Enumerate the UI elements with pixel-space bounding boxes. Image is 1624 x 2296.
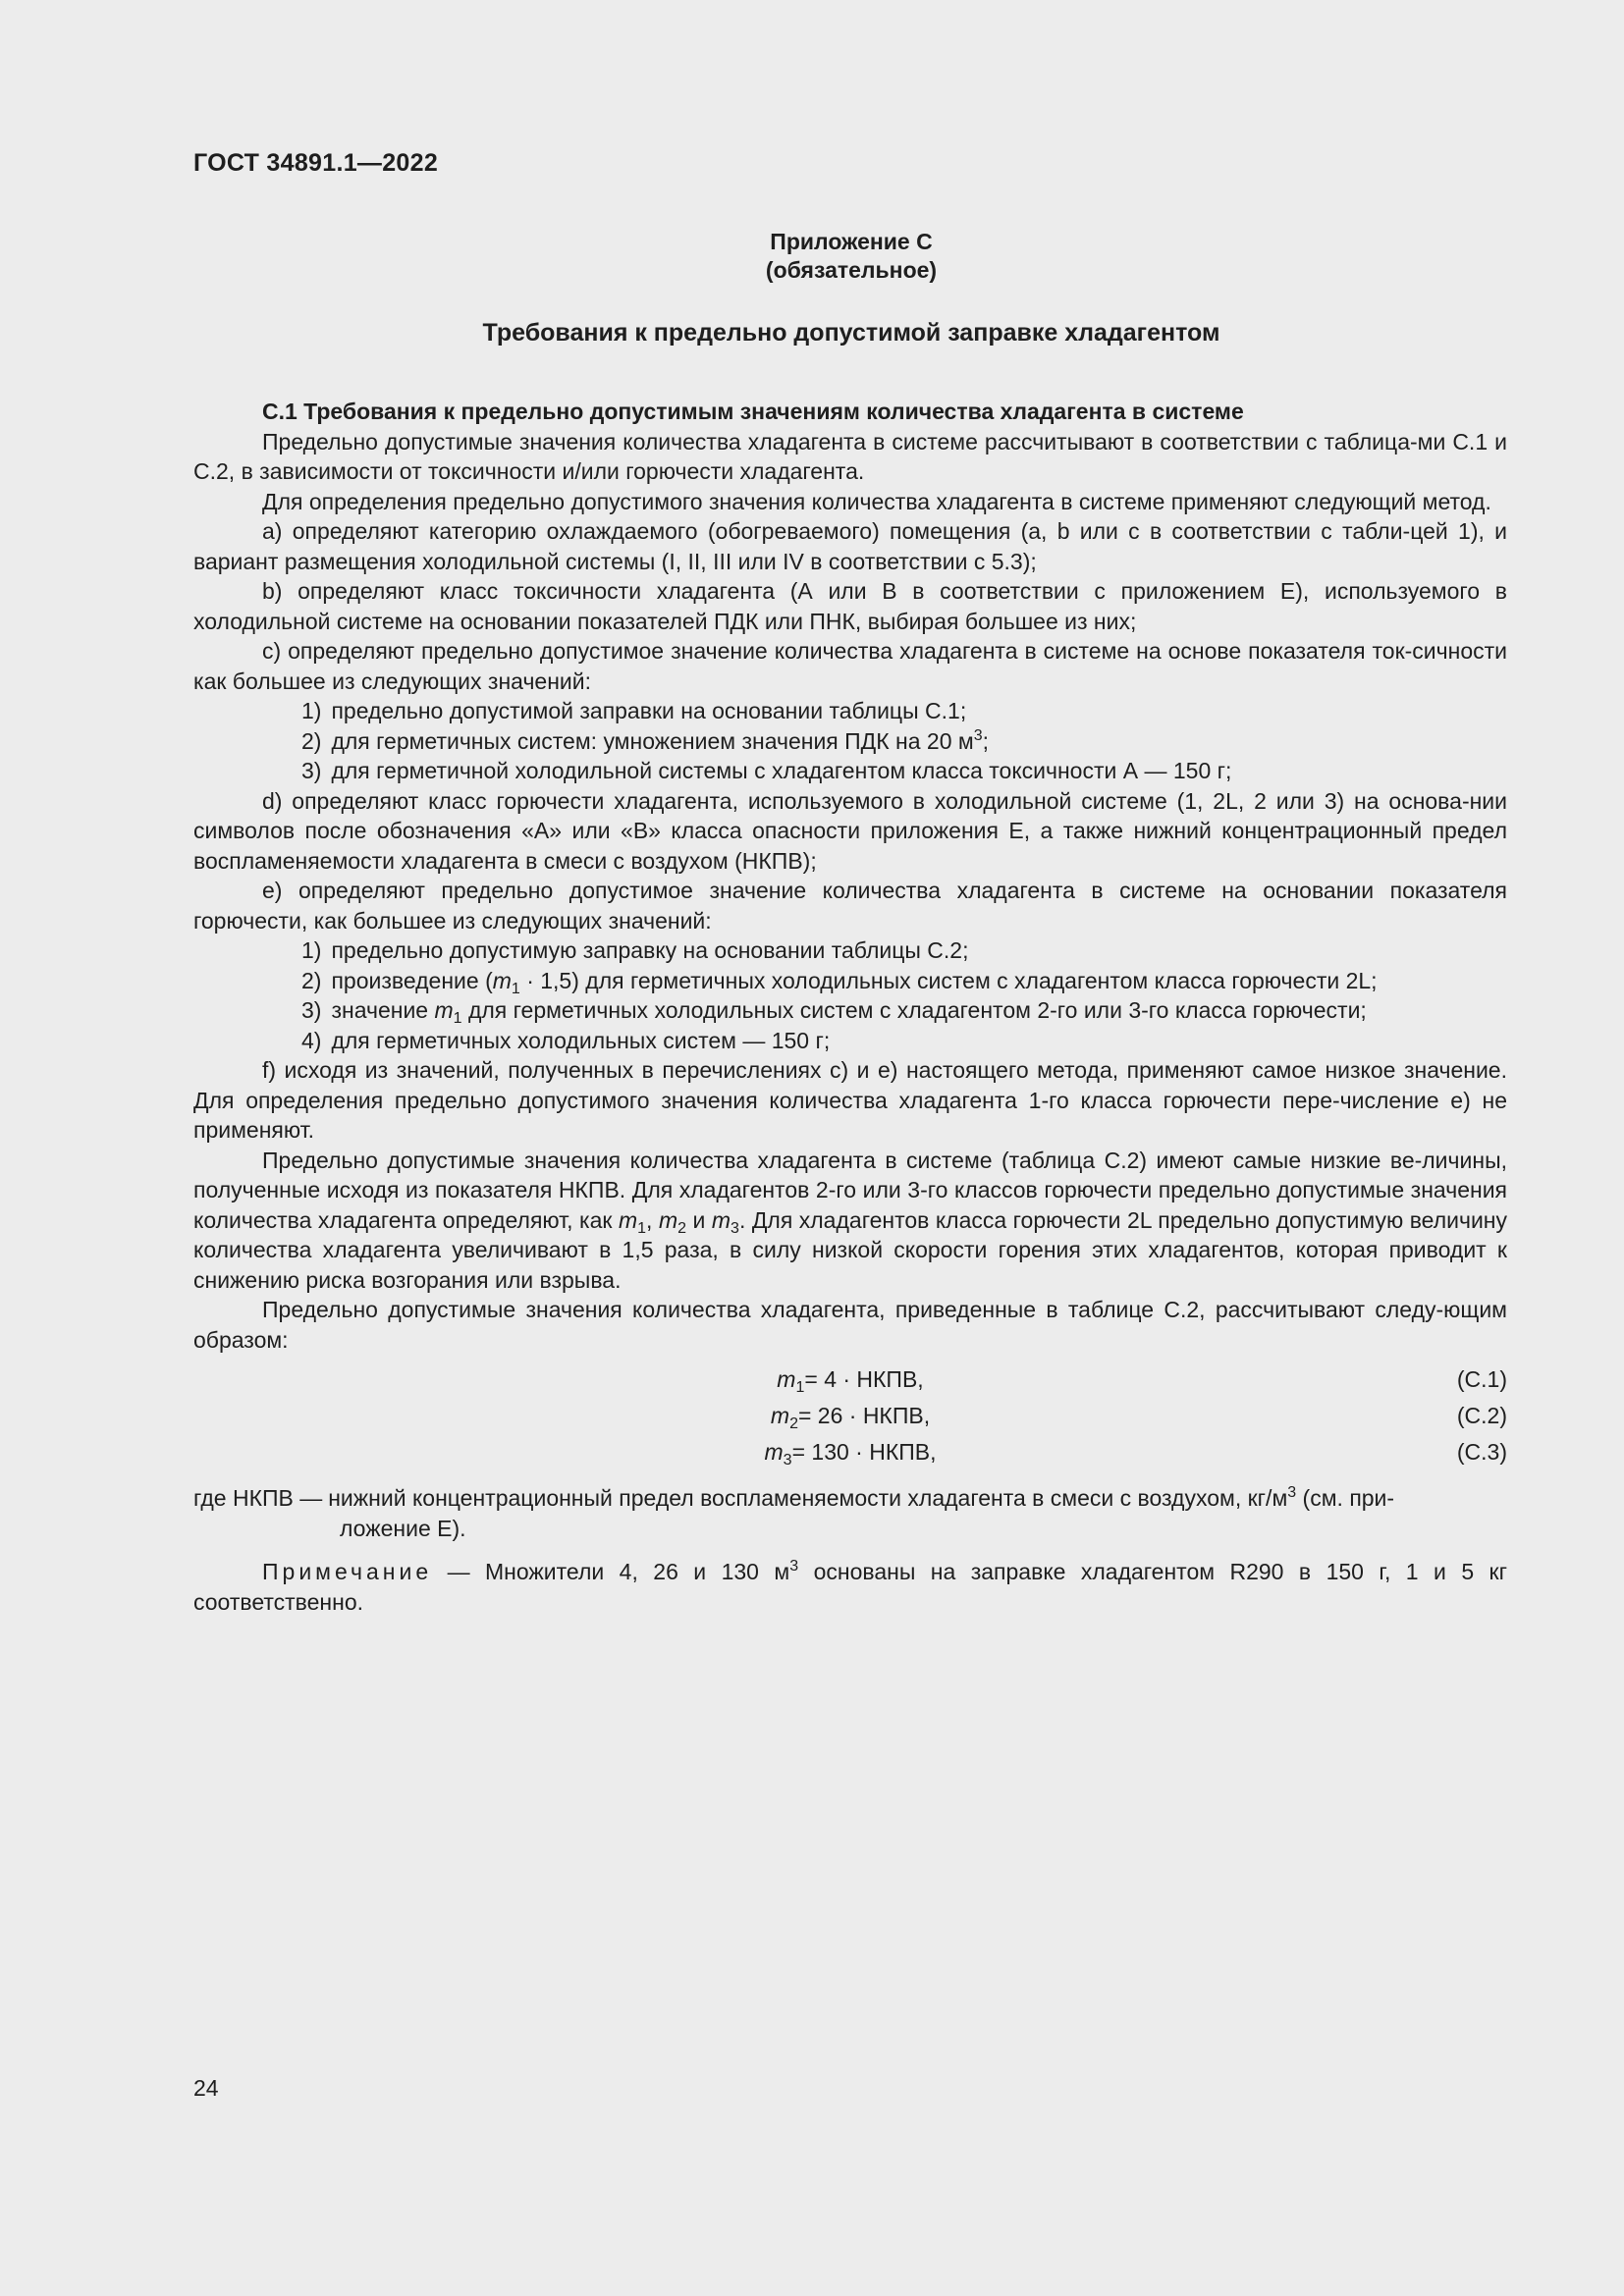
note: Примечание — Множители 4, 26 и 130 $м^3$ основаны на заправке хладагентом R290 в 150 г, 1 и 5 кг соответственно. xyxy=(193,1558,1508,1615)
annex-body xyxy=(193,397,1507,1617)
sublist-item: 2) произведение $(m_1 \cdot 1,5)$ для герметичных холодильных систем с хладагентом класса горючести 2L; xyxy=(301,967,1378,997)
equation-number: (С.1) xyxy=(1456,1366,1507,1392)
sublist-item: 1) предельно допустимую заправку на основании таблицы С.2; xyxy=(301,937,969,963)
paragraph: Предельно допустимые значения количества хладагента в системе рассчитывают в соответствии с таблица-ми С.1 и С.2, в зависимости от токсичности и/или горючести хладагента. xyxy=(193,428,1507,484)
note-label: Примечание xyxy=(262,1559,433,1584)
annex-title: Приложение С xyxy=(770,229,933,254)
section-heading: С.1 Требования к предельно допустимым значениям количества хладагента в системе xyxy=(262,399,1244,424)
page-number: 24 xyxy=(193,2075,219,2101)
sublist-item: 1) предельно допустимой заправки на основании таблицы С.1; xyxy=(301,698,967,723)
annex-title-block xyxy=(193,228,1509,285)
where-label: где НКПВ — xyxy=(193,1485,323,1511)
where-clause: где НКПВ — нижний концентрационный предел воспламеняемости хладагента в смеси с воздухом, $кг/м^3$ (см. при- xyxy=(193,1483,1507,1514)
list-item-e: e) определяют предельно допустимое значение количества хладагента в системе на основании показателя горючести, как большее из следующих значений: xyxy=(193,878,1507,934)
paragraph: Предельно допустимые значения количества хладагента, приведенные в таблице С.2, рассчитывают следу-ющим образом: xyxy=(193,1297,1507,1353)
paragraph: Предельно допустимые значения количества хладагента в системе (таблица С.2) имеют самые низкие ве-личины, полученные исходя из показателя НКПВ. Для хладагентов 2-го или 3-го классов горючести предельно допустимые значения количества хладагента определяют, как $m_1$, $m_2$ и $m_3$. Для хладагентов класса горючести 2L предельно допустимую величину количества хладагента увеличивают в 1,5 раза, в силу низкой скорости горения этих хладагентов, которая приводит к снижению риска возгорания или взрыва. xyxy=(193,1147,1508,1293)
sublist-item: 3) для герметичной холодильной системы с хладагентом класса токсичности А — 150 г; xyxy=(301,758,1232,783)
equation: $m_2= 26$ · НКПВ, (С.2) xyxy=(770,1403,1507,1432)
equation-number: (С.2) xyxy=(1456,1403,1507,1428)
where-continuation: ложение Е). xyxy=(340,1515,466,1541)
annex-status: (обязательное) xyxy=(765,257,938,283)
sublist-item: 3) значение $m_1$ для герметичных холодильных систем с хладагентом 2-го или 3-го класса горючести; xyxy=(301,997,1367,1027)
list-item-a: a) определяют категорию охлаждаемого (обогреваемого) помещения (а, b или с в соответствии с табли-цей 1), и вариант размещения холодильной системы (I, II, III или IV в соответствии с 5.3); xyxy=(193,518,1507,574)
annex-heading: Требования к предельно допустимой заправке хладагентом xyxy=(482,319,1220,347)
list-item-d: d) определяют класс горючести хладагента, используемого в холодильной системе (1, 2L, 2 или 3) на основа-нии символов после обозначения «А» или «В» класса опасности приложения Е, а также нижний концентрационный предел воспламеняемости хладагента в смеси с воздухом (НКПВ); xyxy=(193,787,1507,874)
paragraph: Для определения предельно допустимого значения количества хладагента в системе применяют следующий метод. xyxy=(262,488,1491,514)
list-item-c: c) определяют предельно допустимое значение количества хладагента в системе на основе показателя ток-сичности как большее из следующих значений: xyxy=(193,638,1507,694)
list-item-f: f) исходя из значений, полученных в перечислениях с) и е) настоящего метода, применяют самое низкое значение. Для определения предельно допустимого значения количества хладагента 1-го класса горючести пере-числение е) не применяют. xyxy=(193,1057,1507,1143)
sublist-item: 2) для герметичных систем: умножением значения ПДК на 20 $м^3$; xyxy=(301,726,990,754)
equation: $m_1= 4$ · НКПВ, (С.1) xyxy=(777,1366,1507,1396)
standard-id: ГОСТ 34891.1—2022 xyxy=(193,149,439,177)
equation: $m_3= 130$ · НКПВ, (С.3) xyxy=(764,1439,1507,1468)
list-item-b: b) определяют класс токсичности хладагента (А или В в соответствии с приложением Е), используемого в холодильной системе на основании показателей ПДК или ПНК, выбирая большее из них; xyxy=(193,578,1507,634)
equation-number: (С.3) xyxy=(1456,1439,1507,1465)
sublist-item: 4) для герметичных холодильных систем — 150 г; xyxy=(301,1027,831,1053)
